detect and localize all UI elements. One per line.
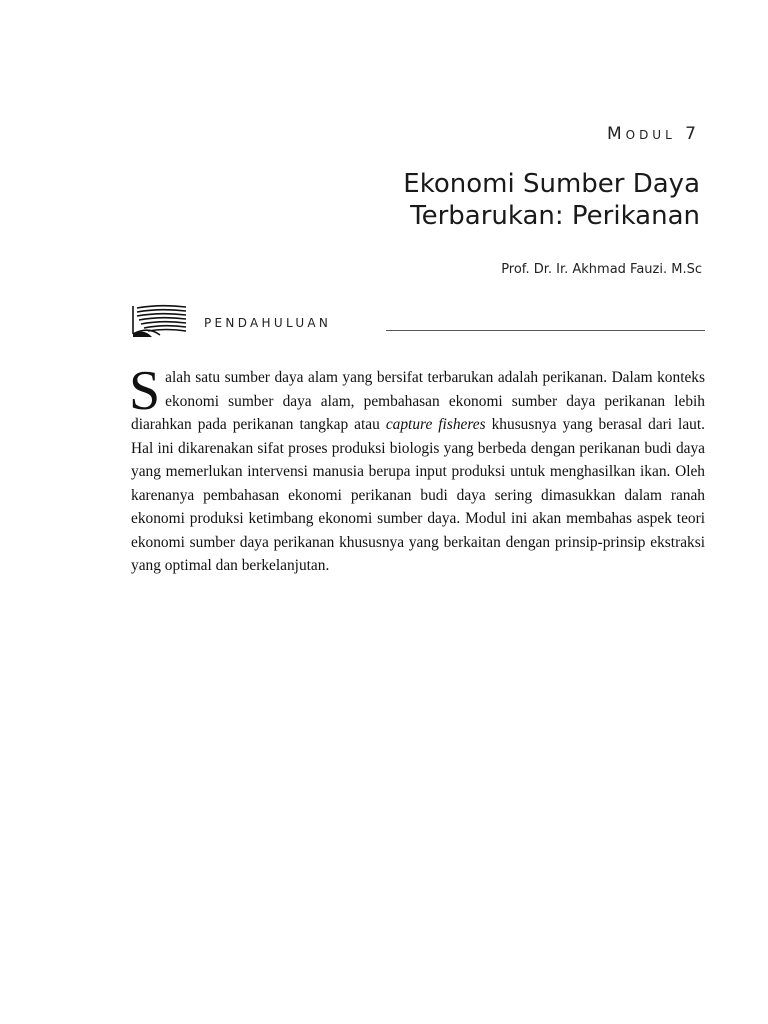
paragraph-text-1: alah satu sumber daya alam yang bersifat terbarukan adalah perikanan. Dalam konteks ekonomi sumber daya alam, pembahasan ekonomi sumber daya perikanan lebih diarahkan pada perikanan tangkap atau <box>131 369 705 433</box>
page-title <box>280 168 700 232</box>
author-name: Prof. Dr. Ir. Akhmad Fauzi. M.Sc <box>501 262 702 277</box>
title-line-1: Ekonomi Sumber Daya <box>403 169 700 199</box>
paragraph-italic-term: capture fisheres <box>385 416 486 433</box>
section-divider <box>386 330 705 331</box>
intro-paragraph <box>129 360 705 578</box>
title-line-2: Terbarukan: Perikanan <box>410 201 700 231</box>
drop-cap: S <box>129 360 161 422</box>
paragraph-text-2: khususnya yang berasal dari laut. Hal ini dikarenakan sifat proses produksi biologis yang berbeda dengan perikanan budi daya yang memerlukan intervensi manusia berupa input produksi untuk menghasilkan ikan. Oleh karenanya pembahasan ekonomi perikanan budi daya sering dimasukkan dalam ranah ekonomi produksi ketimbang ekonomi sumber daya. Modul ini akan membahas aspek teori ekonomi sumber daya perikanan khususnya yang berkaitan dengan prinsip-prinsip ekstraksi yang optimal dan berkelanjutan. <box>131 416 705 574</box>
module-label: Modul 7 <box>606 124 700 144</box>
section-title: PENDAHULUAN <box>204 316 332 330</box>
section-header <box>130 304 705 338</box>
open-book-icon <box>130 304 188 338</box>
